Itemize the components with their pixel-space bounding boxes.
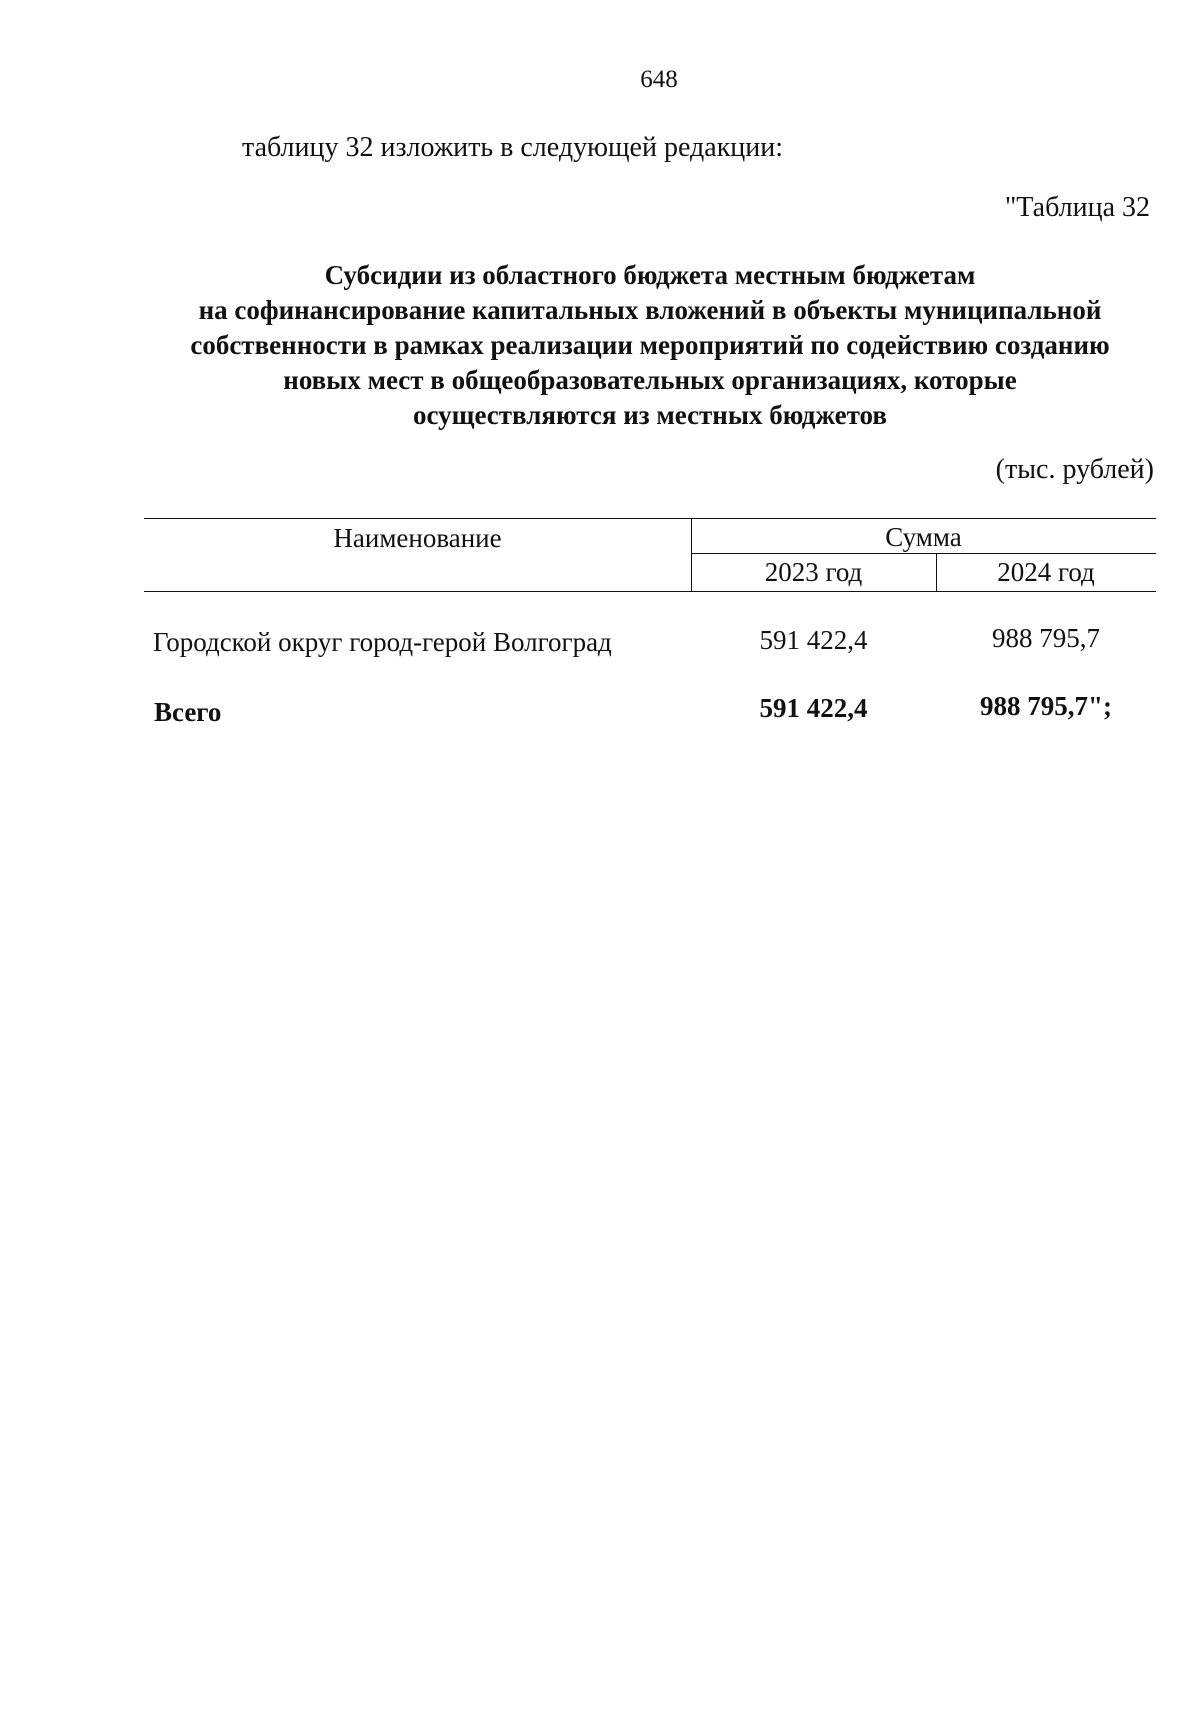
total-name: Всего: [154, 697, 222, 727]
units-label: (тыс. рублей): [995, 454, 1154, 485]
table-title: [150, 258, 1150, 433]
row-value-2023: 591 422,4: [759, 625, 868, 655]
header-bottom-rule: [144, 591, 1156, 592]
intro-text: таблицу 32 изложить в следующей редакции:: [242, 132, 784, 163]
total-value-2023: 591 422,4: [759, 693, 868, 723]
title-line: собственности в рамках реализации мероприятий по содействию созданию: [190, 330, 1110, 360]
title-line: новых мест в общеобразовательных организациях, которые: [283, 365, 1017, 395]
sum-subheader-rule: [691, 553, 1156, 554]
table-label: "Таблица 32: [1004, 192, 1150, 223]
page-number: 648: [640, 66, 678, 93]
header-sum: Сумма: [885, 522, 962, 552]
title-line: Субсидии из областного бюджета местным бюджетам: [324, 260, 976, 290]
table-top-rule: [144, 518, 1156, 519]
total-value-2024: 988 795,7";: [980, 691, 1112, 721]
row-value-2024: 988 795,7: [992, 623, 1100, 653]
header-year-2023: 2023 год: [764, 557, 863, 587]
row-name: Городской округ город-герой Волгоград: [153, 627, 612, 657]
title-line: осуществляются из местных бюджетов: [413, 400, 887, 430]
title-line: на софинансирование капитальных вложений в объекты муниципальной: [198, 295, 1102, 325]
header-year-2024: 2024 год: [997, 557, 1095, 587]
header-name: Наименование: [333, 523, 502, 553]
